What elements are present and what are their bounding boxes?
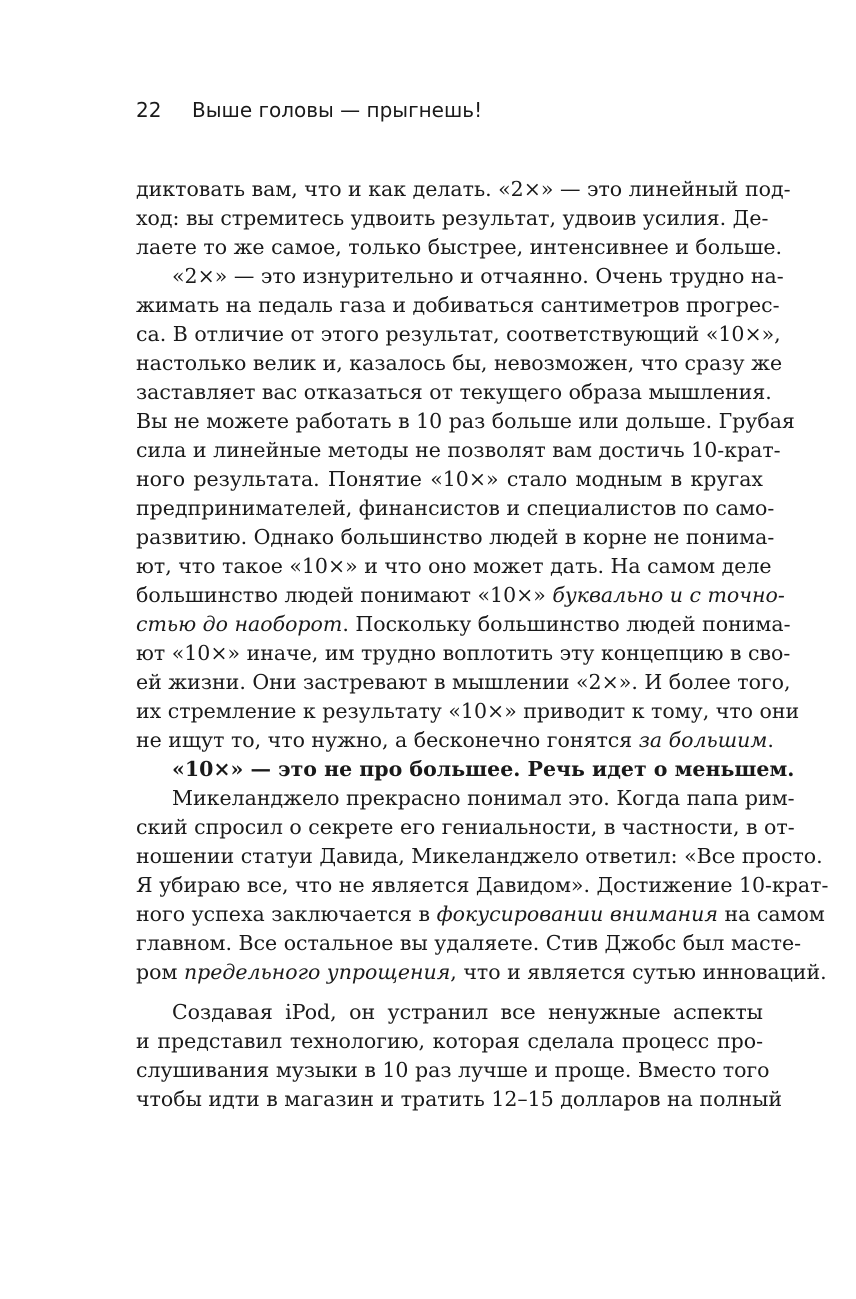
- paragraph-first-line: Микеланджело прекрасно понимал это. Когда папа рим-: [172, 786, 795, 810]
- text-line: диктовать вам, что и как делать. «2×» — это линейный под-: [136, 177, 791, 201]
- text-line: не ищут то, что нужно, а бесконечно гонятся за большим.: [136, 728, 774, 752]
- text-line: слушивания музыки в 10 раз лучше и проще. Вместо того: [136, 1058, 770, 1082]
- italic-phrase: стью до наоборот: [136, 612, 343, 636]
- text-line: главном. Все остальное вы удаляете. Стив Джобс был масте-: [136, 931, 801, 955]
- text-line: ют, что такое «10×» и что оно может дать. На самом деле: [136, 554, 772, 578]
- paragraph-first-line: Создавая iPod, он устранил все ненужные аспекты: [172, 1000, 763, 1024]
- paragraph-first-line: «2×» — это изнурительно и отчаянно. Очень трудно на-: [172, 264, 784, 288]
- running-title: Выше головы — прыгнешь!: [192, 98, 483, 122]
- text-line: и представил технологию, которая сделала процесс про-: [136, 1029, 763, 1053]
- text-line: лаете то же самое, только быстрее, интенсивнее и больше.: [136, 235, 783, 259]
- text-line: большинство людей понимают «10×» буквально и с точно-: [136, 583, 785, 607]
- text-line: чтобы идти в магазин и тратить 12–15 долларов на полный: [136, 1087, 783, 1111]
- text-line: заставляет вас отказаться от текущего образа мышления.: [136, 380, 772, 404]
- text-line: их стремление к результату «10×» приводит к тому, что они: [136, 699, 800, 723]
- paragraph-spacer: [136, 987, 763, 998]
- text-line: жимать на педаль газа и добиваться сантиметров прогрес-: [136, 293, 780, 317]
- text-line: Я убираю все, что не является Давидом». Достижение 10-крат-: [136, 873, 829, 897]
- text-line: ром предельного упрощения, что и является сутью инноваций.: [136, 960, 827, 984]
- running-head: [136, 96, 776, 124]
- text-line: развитию. Однако большинство людей в корне не понима-: [136, 525, 775, 549]
- text-line: са. В отличие от этого результат, соответствующий «10×»,: [136, 322, 781, 346]
- text-line: Вы не можете работать в 10 раз больше или дольше. Грубая: [136, 409, 795, 433]
- italic-phrase: фокусировании внимания: [436, 902, 718, 926]
- text-line: ход: вы стремитесь удвоить результат, удвоив усилия. Де-: [136, 206, 769, 230]
- italic-phrase: за большим: [638, 728, 768, 752]
- italic-phrase: буквально и с точно-: [552, 583, 785, 607]
- text-line: ей жизни. Они застревают в мышлении «2×». И более того,: [136, 670, 791, 694]
- text-line: ного успеха заключается в фокусировании внимания на самом: [136, 902, 825, 926]
- text-line: ют «10×» иначе, им трудно воплотить эту концепцию в сво-: [136, 641, 791, 665]
- text-line: ский спросил о секрете его гениальности, в частности, в от-: [136, 815, 795, 839]
- text-line: стью до наоборот. Поскольку большинство людей понима-: [136, 612, 791, 636]
- text-line: ного результата. Понятие «10×» стало модным в кругах: [136, 467, 763, 491]
- text-line: сила и линейные методы не позволят вам достичь 10-крат-: [136, 438, 781, 462]
- text-line: предпринимателей, финансистов и специалистов по само-: [136, 496, 775, 520]
- body-text: [136, 175, 829, 1114]
- text-line: настолько велик и, казалось бы, невозможен, что сразу же: [136, 351, 783, 375]
- italic-phrase: предельного упрощения: [183, 960, 451, 984]
- page-number: 22: [136, 98, 162, 122]
- text-line: ношении статуи Давида, Микеланджело ответил: «Все просто.: [136, 844, 823, 868]
- bold-statement: «10×» — это не про большее. Речь идет о меньшем.: [172, 757, 795, 781]
